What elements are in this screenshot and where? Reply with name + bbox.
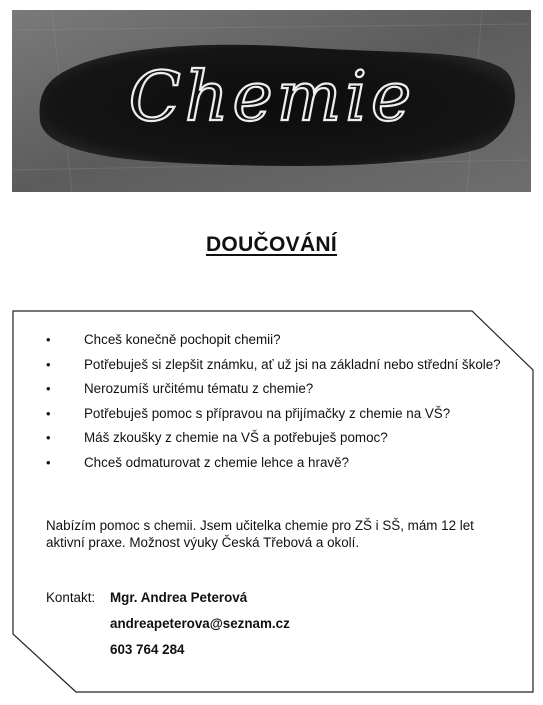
chalkboard-image bbox=[12, 10, 531, 192]
list-item: • Potřebuješ si zlepšit známku, ať už jsi na základní nebo střední škole? bbox=[46, 356, 501, 372]
list-item: • Chceš konečně pochopit chemii? bbox=[46, 332, 281, 347]
list-item: • Potřebuješ pomoc s přípravou na přijímačky z chemie na VŠ? bbox=[46, 405, 451, 421]
bullet-icon: • bbox=[46, 332, 51, 347]
bullet-icon: • bbox=[46, 454, 51, 470]
bullet-icon: • bbox=[46, 430, 51, 446]
contact-label: Kontakt: bbox=[46, 589, 96, 605]
contact-email[interactable]: andreapeterova@seznam.cz bbox=[110, 615, 290, 631]
question-list bbox=[46, 332, 526, 480]
contact-phone[interactable]: 603 764 284 bbox=[110, 641, 185, 657]
bullet-icon: • bbox=[46, 405, 51, 421]
bullet-icon: • bbox=[46, 381, 51, 397]
page-title: DOUČOVÁNÍ bbox=[205, 233, 338, 256]
chalk-lettering: Chemie bbox=[128, 58, 416, 137]
list-item: • Máš zkoušky z chemie na VŠ a potřebuješ pomoc? bbox=[46, 430, 388, 446]
bullet-icon: • bbox=[46, 356, 51, 372]
contact-name: Mgr. Andrea Peterová bbox=[110, 589, 248, 605]
list-item: • Nerozumíš určitému tématu z chemie? bbox=[46, 381, 314, 397]
chalkboard-banner bbox=[12, 10, 531, 192]
list-item: • Chceš odmaturovat z chemie lehce a hravě? bbox=[46, 454, 349, 470]
offer-paragraph: Nabízím pomoc s chemii. Jsem učitelka chemie pro ZŠ i SŠ, mám 12 let aktivní praxe. Možnost výuky Česká Třebová a okolí. bbox=[46, 517, 474, 550]
contact-block bbox=[46, 585, 526, 663]
info-box-content bbox=[46, 332, 526, 663]
